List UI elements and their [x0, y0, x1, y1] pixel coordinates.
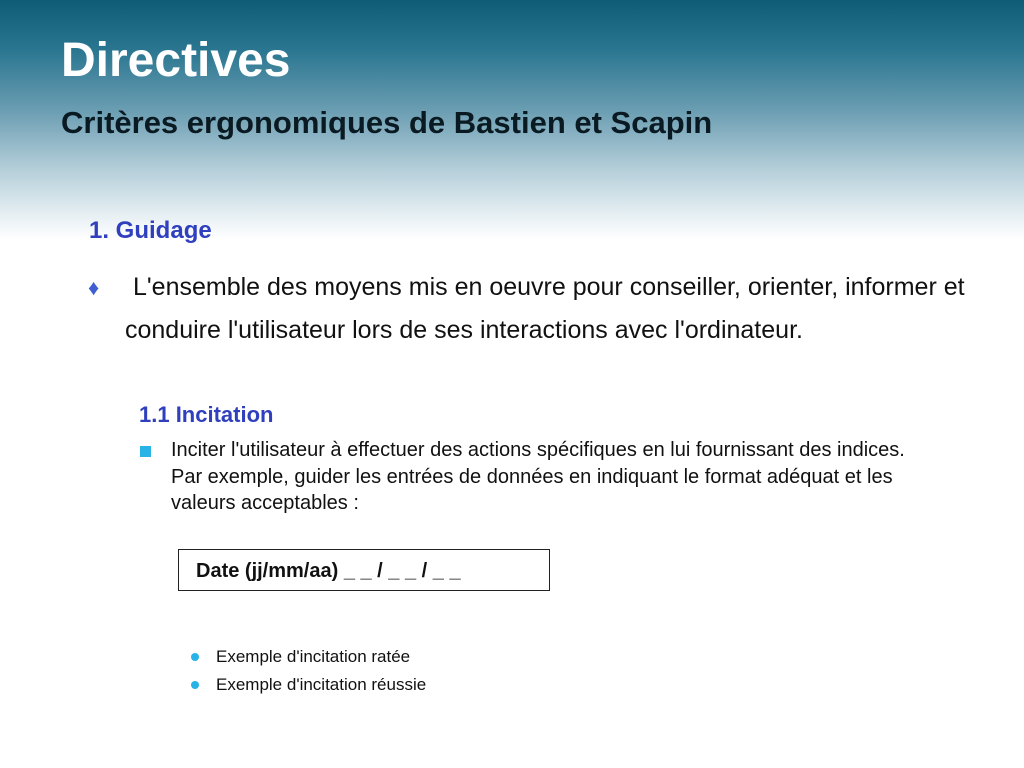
dot-icon [191, 681, 199, 689]
sub-bullet [139, 437, 939, 517]
subsection-heading: 1.1 Incitation [139, 402, 274, 427]
date-format-label: Date (jj/mm/aa) _ _ / _ _ / _ _ [196, 560, 461, 582]
example-label: Exemple d'incitation ratée [216, 647, 411, 666]
square-icon [140, 446, 151, 457]
date-format-example-box [178, 549, 550, 591]
diamond-icon: ♦ [88, 275, 100, 300]
dot-icon [191, 653, 199, 661]
main-bullet [88, 266, 968, 352]
slide-title: Directives [61, 34, 291, 87]
slide-subtitle: Critères ergonomiques de Bastien et Scapin [61, 105, 713, 140]
section-heading: 1. Guidage [89, 217, 212, 244]
main-bullet-text: L'ensemble des moyens mis en oeuvre pour conseiller, orienter, informer et conduire l'utilisateur lors de ses interactions avec l'ordinateur. [125, 273, 965, 344]
example-label: Exemple d'incitation réussie [216, 675, 427, 694]
sub-bullet-text: Inciter l'utilisateur à effectuer des actions spécifiques en lui fournissant des indices. Par exemple, guider les entrées de données en indiquant le format adéquat et les valeurs acceptables : [171, 439, 905, 514]
